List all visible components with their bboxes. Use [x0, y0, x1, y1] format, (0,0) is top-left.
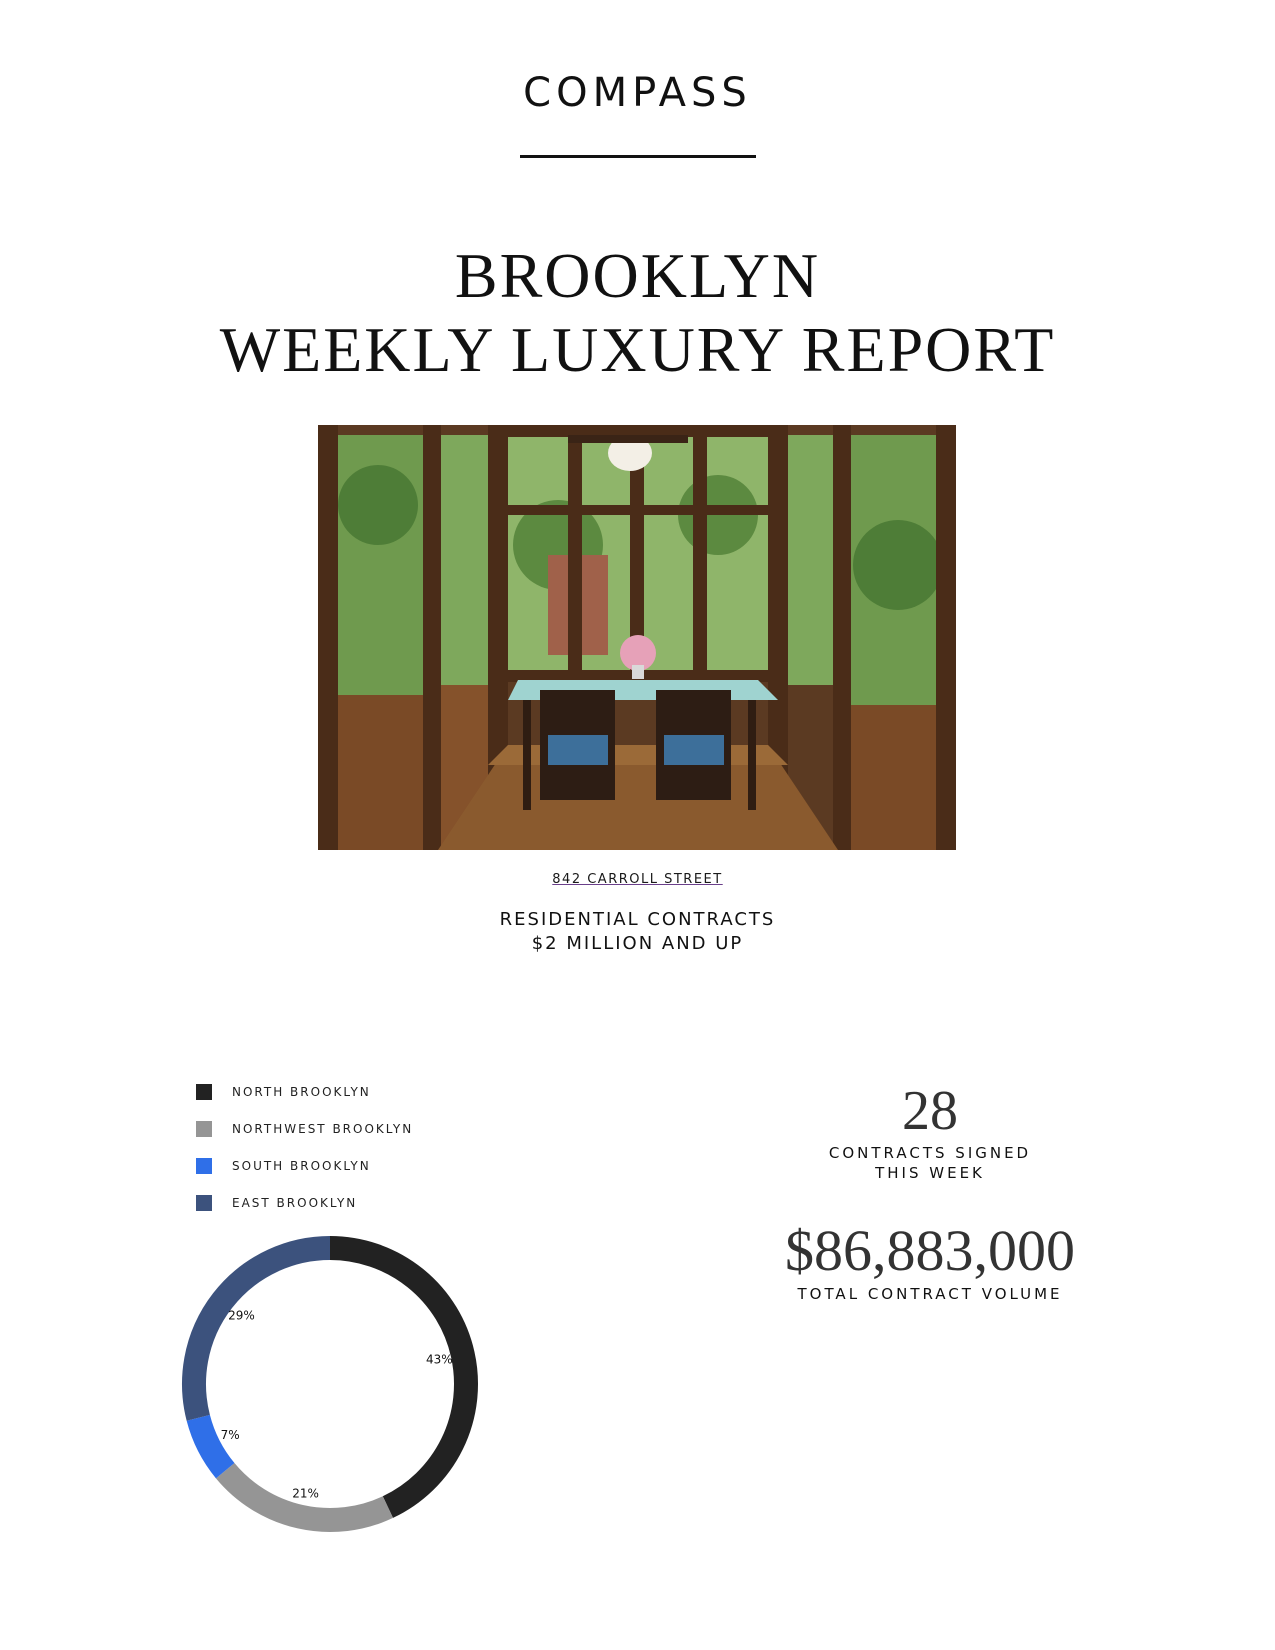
legend-label-north: NORTH BROOKLYN: [232, 1085, 371, 1099]
legend-swatch-north: [196, 1084, 212, 1100]
donut-slice-south: [198, 1418, 225, 1471]
legend-item-northwest: [196, 1121, 413, 1137]
legend-item-north: [196, 1084, 413, 1100]
legend-item-east: [196, 1195, 413, 1211]
legend-label-south: SOUTH BROOKLYN: [232, 1159, 371, 1173]
donut-label-north: 43%: [425, 1352, 453, 1367]
donut-slice-east: [194, 1248, 330, 1418]
total-volume-label: TOTAL CONTRACT VOLUME: [797, 1285, 1063, 1303]
legend-swatch-south: [196, 1158, 212, 1174]
subheading-line1: RESIDENTIAL CONTRACTS: [499, 909, 776, 930]
legend-label-east: EAST BROOKLYN: [232, 1196, 358, 1210]
total-volume: $86,883,000: [785, 1218, 1075, 1283]
borough-donut-chart: [170, 1224, 490, 1544]
report-title-line1: BROOKLYN: [454, 240, 821, 311]
donut-label-south: 7%: [220, 1427, 240, 1442]
donut-slice-north: [330, 1248, 466, 1507]
contracts-label-line2: THIS WEEK: [875, 1164, 985, 1182]
contracts-count: 28: [902, 1080, 958, 1142]
property-address-link[interactable]: 842 CARROLL STREET: [552, 872, 723, 887]
chart-legend: [196, 1084, 413, 1232]
logo-divider: [520, 155, 756, 158]
legend-label-northwest: NORTHWEST BROOKLYN: [232, 1122, 414, 1136]
hero-photo: [318, 425, 956, 850]
contracts-label-line1: CONTRACTS SIGNED: [828, 1144, 1032, 1162]
legend-swatch-east: [196, 1195, 212, 1211]
legend-item-south: [196, 1158, 413, 1174]
donut-label-northwest: 21%: [292, 1486, 319, 1501]
legend-swatch-northwest: [196, 1121, 212, 1137]
donut-label-east: 29%: [228, 1308, 255, 1323]
report-title-line2: WEEKLY LUXURY REPORT: [219, 314, 1056, 385]
subheading-line2: $2 MILLION AND UP: [531, 933, 744, 954]
compass-logo: COMPASS: [523, 70, 752, 116]
